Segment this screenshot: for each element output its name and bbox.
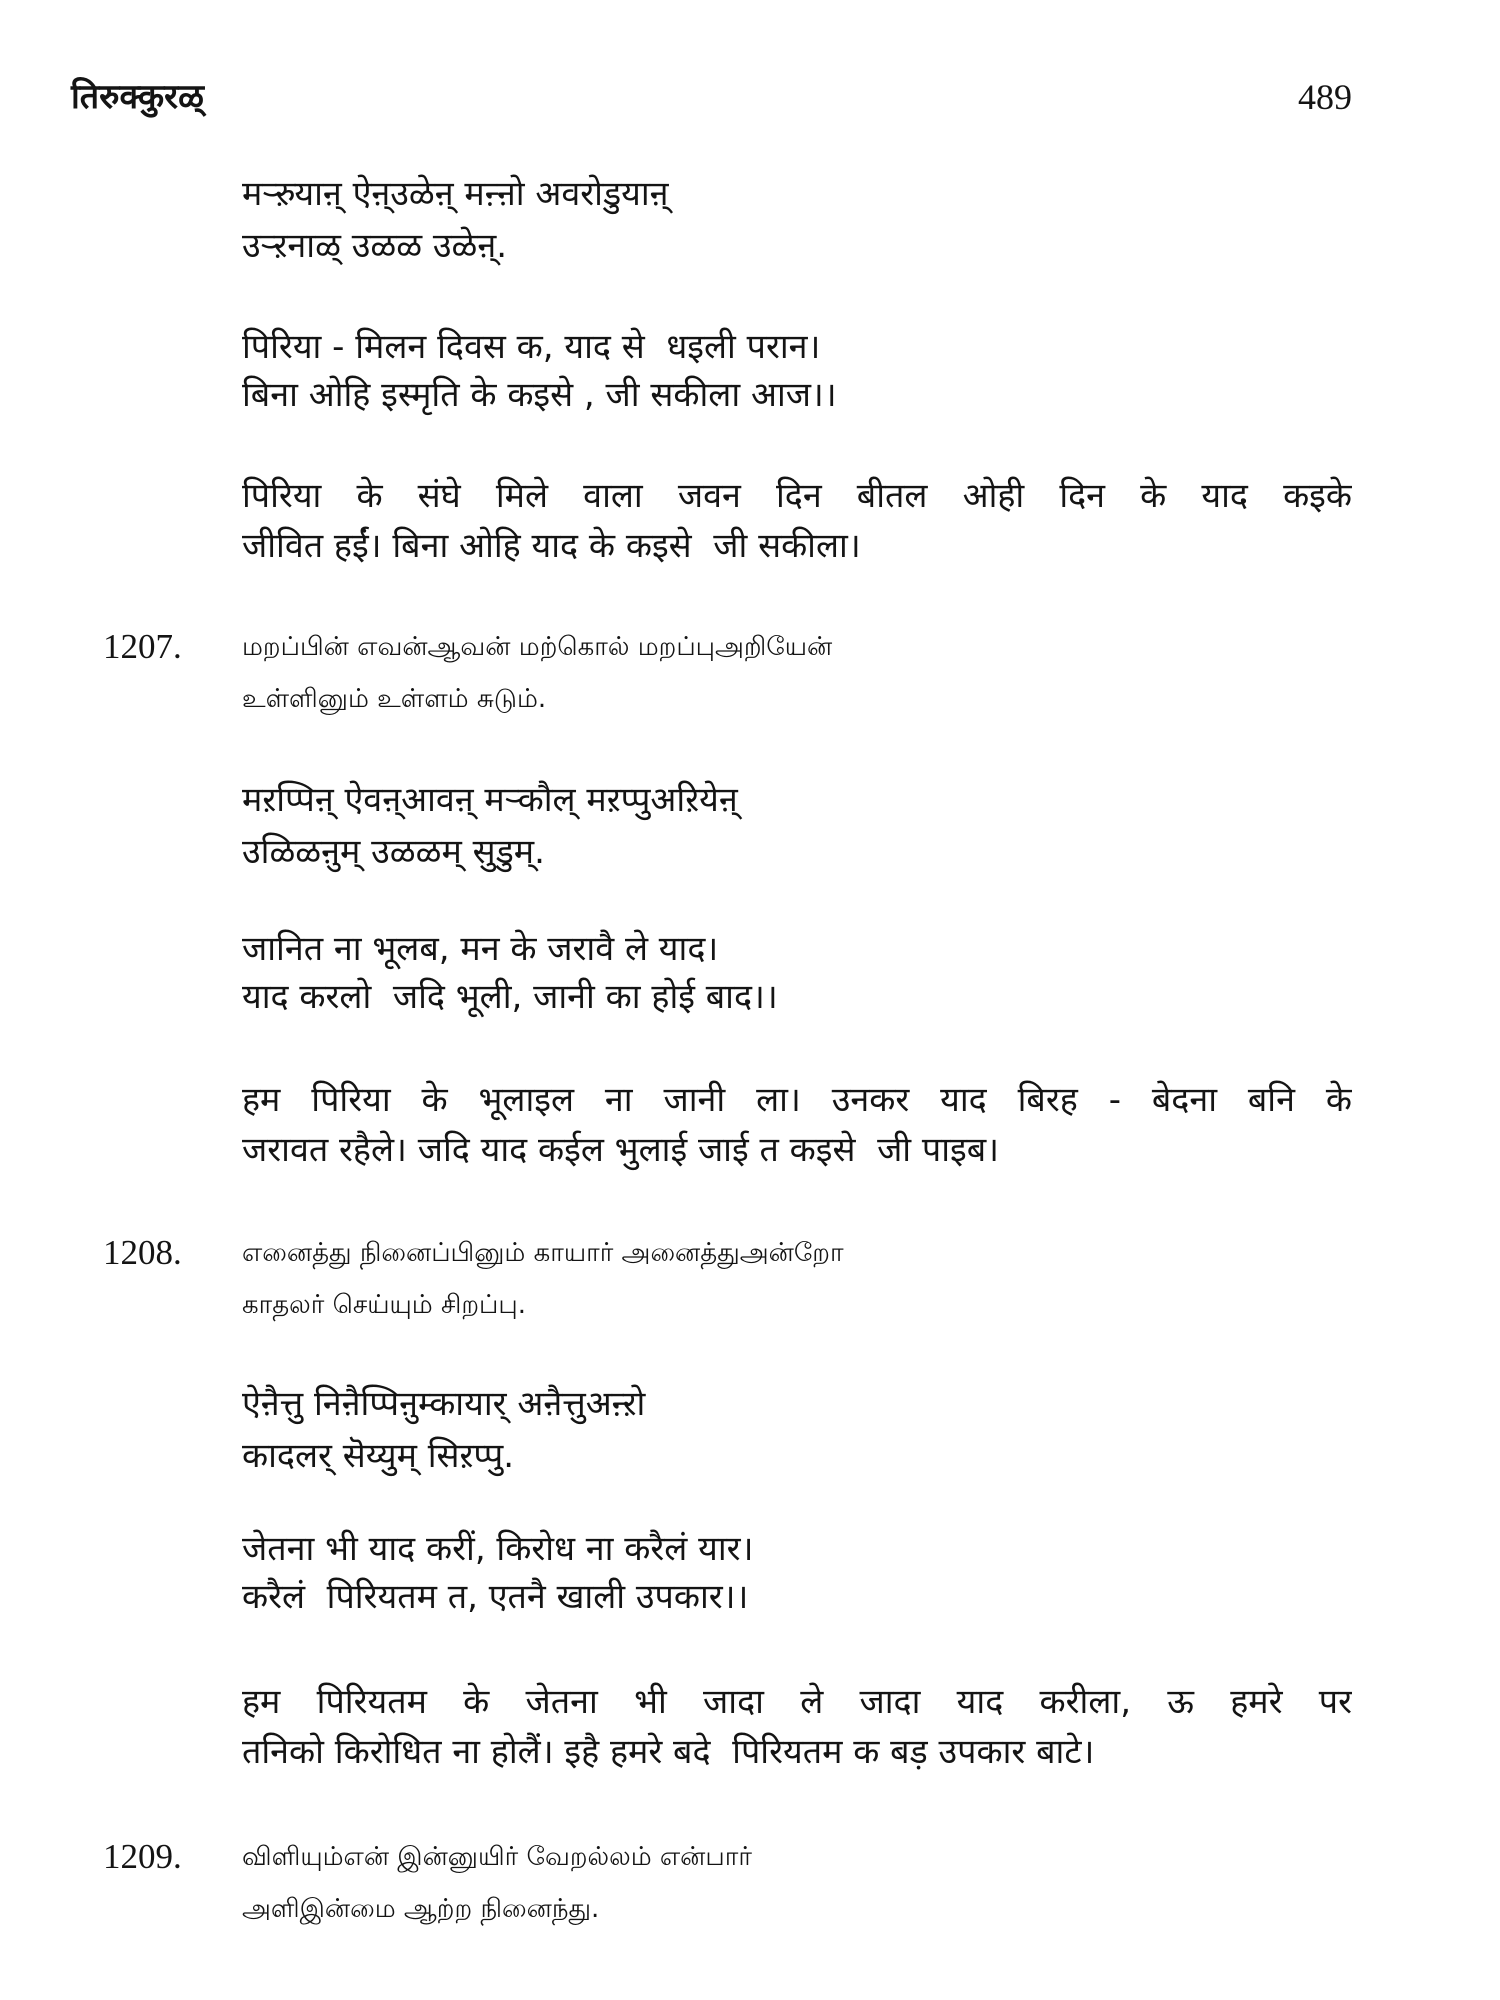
- couplet-transliteration: [242, 774, 1352, 878]
- prose-line: तनिको किरोधित ना होलैं। इहै हमरे बदे पिरियतम क बड़ उपकार बाटे।: [242, 1732, 1095, 1772]
- verse-line: पिरिया - मिलन दिवस क, याद से धइली परान।: [242, 327, 821, 367]
- couplet-tamil-text: [242, 621, 1352, 725]
- continuation-prose: [242, 471, 1352, 571]
- transliteration-line: मऱ्ऱुयाऩ् ऐऩ्उळेऩ् मऩ्ऩो अवरोडुयाऩ्: [242, 174, 669, 214]
- transliteration-line: उऱ्ऱनाळ् उळळ उळेऩ्.: [242, 226, 508, 266]
- tamil-line: விளியும்என் இன்னுயிர் வேறல்லம் என்பார்: [242, 1842, 752, 1872]
- verse-line: जेतना भी याद करीं, किरोध ना करैलं यार।: [242, 1529, 754, 1569]
- page-number: 489: [1298, 77, 1352, 117]
- prose-line: हम पिरियतम के जेतना भी जादा ले जादा याद करीला, ऊ हमरे पर: [242, 1682, 1352, 1722]
- couplet-transliteration: [242, 1378, 1352, 1482]
- transliteration-line: उळिळऩुम् उळळम् सुडुम्.: [242, 832, 545, 872]
- verse-line: याद करलो जदि भूली, जानी का होई बाद।।: [242, 977, 778, 1017]
- running-header-title: तिरुक्कुरळ्: [71, 77, 204, 117]
- transliteration-line: कादलर् सॆय्युम् सिऱप्पु.: [242, 1436, 515, 1476]
- verse-line: करैलं पिरियतम त, एतनै खाली उपकार।।: [242, 1577, 749, 1617]
- couplet-prose: [242, 1677, 1352, 1777]
- couplet-tamil-text: [242, 1227, 1352, 1331]
- transliteration-line: मऱप्पिऩ् ऐवऩ्आवऩ् मऱ्कौल् मऱप्पुअऱियेऩ्: [242, 780, 738, 820]
- continuation-verse: [242, 323, 1352, 419]
- prose-line: जीवित हईं। बिना ओहि याद के कइसे जी सकीला।: [242, 526, 861, 566]
- couplet-number: 1209.: [103, 1837, 182, 1876]
- tamil-line: உள்ளினும் உள்ளம் சுடும்.: [242, 684, 547, 714]
- tamil-line: காதலர் செய்யும் சிறப்பு.: [242, 1290, 527, 1320]
- transliteration-line: ऐऩैत्तु निऩैप्पिऩुम्कायार् अऩैत्तुअऩ्ऱो: [242, 1384, 646, 1424]
- prose-line: जरावत रहैले। जदि याद कईल भुलाई जाई त कइसे जी पाइब।: [242, 1130, 1000, 1170]
- tamil-line: மறப்பின் எவன்ஆவன் மற்கொல் மறப்புஅறியேன்: [242, 632, 833, 662]
- prose-line: हम पिरिया के भूलाइल ना जानी ला। उनकर याद बिरह - बेदना बनि के: [242, 1080, 1352, 1120]
- couplet-tamil-text: [242, 1831, 1352, 1935]
- couplet-number: 1207.: [103, 627, 182, 666]
- tamil-line: எனைத்து நினைப்பினும் காயார் அனைத்துஅன்றோ: [242, 1238, 844, 1268]
- couplet-verse: [242, 925, 1352, 1021]
- prose-line: पिरिया के संघे मिले वाला जवन दिन बीतल ओही दिन के याद कइके: [242, 476, 1352, 516]
- verse-line: बिना ओहि इस्मृति के कइसे , जी सकीला आज।।: [242, 375, 837, 415]
- couplet-number: 1208.: [103, 1233, 182, 1272]
- couplet-verse: [242, 1525, 1352, 1621]
- verse-line: जानित ना भूलब, मन के जरावै ले याद।: [242, 929, 719, 969]
- couplet-prose: [242, 1075, 1352, 1175]
- continuation-transliteration: [242, 168, 1352, 272]
- tamil-line: அளிஇன்மை ஆற்ற நினைந்து.: [242, 1894, 600, 1924]
